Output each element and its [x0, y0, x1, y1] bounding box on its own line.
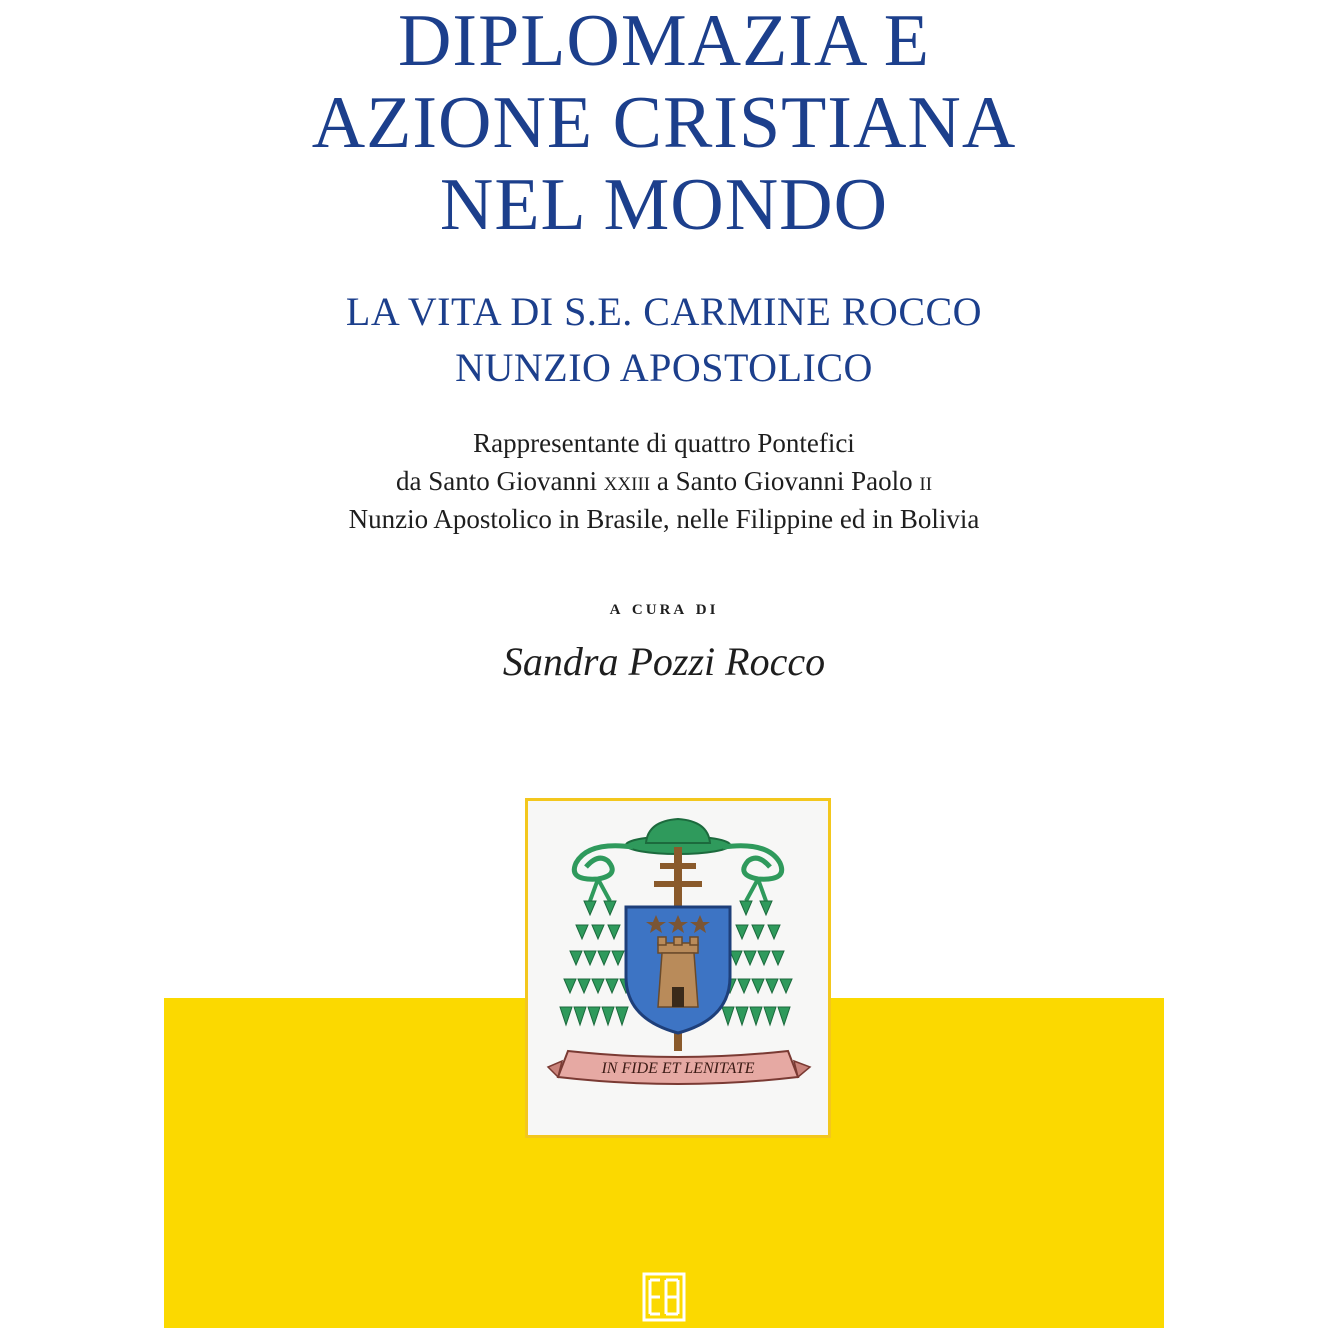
- editor-name: Sandra Pozzi Rocco: [502, 639, 826, 684]
- description-line-2-mid: a Santo Giovanni Paolo: [650, 466, 920, 496]
- book-title-line-3: NEL MONDO: [439, 164, 889, 246]
- description-line-2: [0, 462, 1328, 500]
- description-line-2-pre: da Santo Giovanni: [395, 466, 604, 496]
- book-subtitle-line-1: LA VITA DI S.E. CARMINE ROCCO: [345, 289, 983, 334]
- book-description: [0, 424, 1328, 538]
- roman-numeral-23: xxiii: [603, 466, 651, 496]
- book-title: [0, 0, 1328, 246]
- coat-of-arms-frame: [525, 798, 831, 1138]
- book-subtitle: [0, 284, 1328, 396]
- book-subtitle-line-2: NUNZIO APOSTOLICO: [455, 345, 873, 390]
- publisher-logo-icon: [642, 1272, 686, 1322]
- roman-numeral-2: ii: [919, 466, 933, 496]
- book-title-line-1: DIPLOMAZIA E: [397, 0, 931, 82]
- curated-by-label: a cura di: [609, 594, 719, 619]
- coat-of-arms-icon: [528, 801, 828, 1135]
- motto-text: IN FIDE ET LENITATE: [601, 1060, 755, 1077]
- description-line-3: Nunzio Apostolico in Brasile, nelle Filippine ed in Bolivia: [348, 504, 980, 534]
- description-line-1: Rappresentante di quattro Pontefici: [473, 428, 855, 458]
- book-title-line-2: AZIONE CRISTIANA: [311, 82, 1017, 164]
